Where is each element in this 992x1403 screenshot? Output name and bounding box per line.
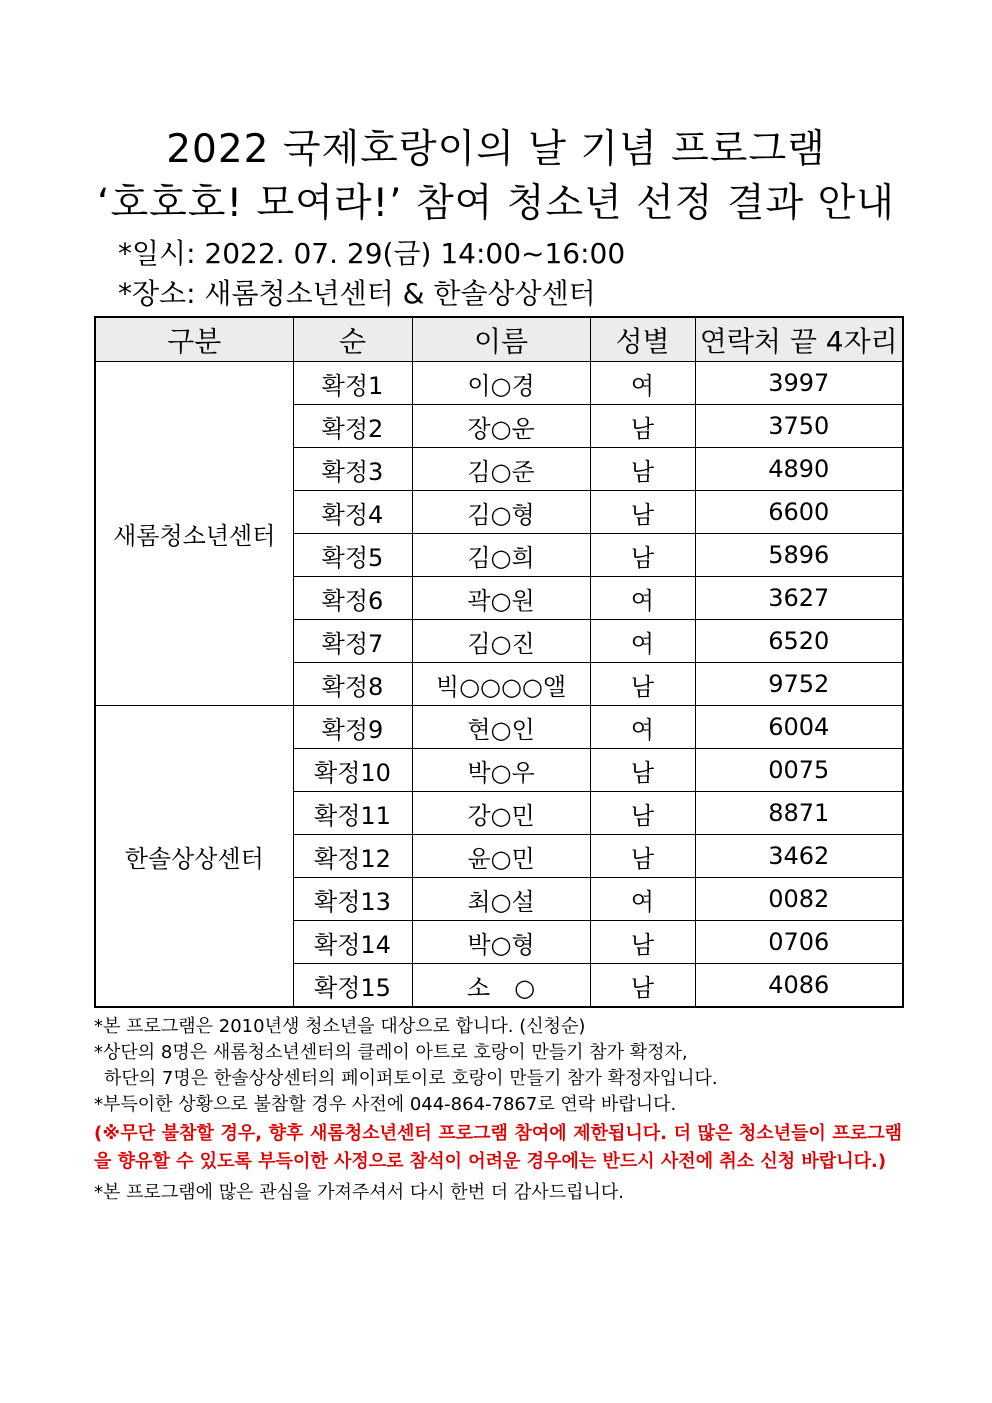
participant-table <box>94 316 904 1008</box>
table-row <box>95 362 903 405</box>
notes-section <box>94 1014 902 1206</box>
order-cell: 확정14 <box>293 921 412 964</box>
name-cell: 이○경 <box>412 362 590 405</box>
order-cell: 확정3 <box>293 448 412 491</box>
order-cell: 확정1 <box>293 362 412 405</box>
gender-cell: 여 <box>590 878 695 921</box>
header-phone: 연락처 끝 4자리 <box>695 317 903 362</box>
gender-cell: 여 <box>590 577 695 620</box>
order-cell: 확정11 <box>293 792 412 835</box>
name-cell: 김○진 <box>412 620 590 663</box>
order-cell: 확정7 <box>293 620 412 663</box>
phone-cell: 6520 <box>695 620 903 663</box>
name-cell: 김○희 <box>412 534 590 577</box>
name-cell: 김○형 <box>412 491 590 534</box>
name-cell: 강○민 <box>412 792 590 835</box>
note-target: *본 프로그램은 2010년생 청소년을 대상으로 합니다. (신청순) <box>94 1016 586 1037</box>
phone-cell: 8871 <box>695 792 903 835</box>
event-place: *장소: 새롬청소년센터 & 한솔상상센터 <box>118 277 596 310</box>
phone-cell: 0075 <box>695 749 903 792</box>
gender-cell: 여 <box>590 362 695 405</box>
name-cell: 박○형 <box>412 921 590 964</box>
phone-cell: 0082 <box>695 878 903 921</box>
gender-cell: 여 <box>590 706 695 749</box>
gender-cell: 남 <box>590 835 695 878</box>
phone-cell: 3997 <box>695 362 903 405</box>
page-title-line2: ‘호호호! 모여라!’ 참여 청소년 선정 결과 안내 <box>97 181 895 226</box>
note-upper-group: *상단의 8명은 새롬청소년센터의 클레이 아트로 호랑이 만들기 참가 확정자, <box>94 1042 688 1063</box>
gender-cell: 남 <box>590 792 695 835</box>
note-lower-group: 하단의 7명은 한솔상상센터의 페이퍼토이로 호랑이 만들기 참가 확정자입니다. <box>104 1068 718 1089</box>
phone-cell: 3627 <box>695 577 903 620</box>
header-group: 구분 <box>95 317 293 362</box>
group-name-cell: 한솔상상센터 <box>95 706 293 1008</box>
phone-cell: 5896 <box>695 534 903 577</box>
gender-cell: 남 <box>590 448 695 491</box>
table-header-row <box>95 317 903 362</box>
name-cell: 소 ○ <box>412 964 590 1008</box>
order-cell: 확정15 <box>293 964 412 1008</box>
event-date: *일시: 2022. 07. 29(금) 14:00~16:00 <box>118 237 626 270</box>
table-row <box>95 706 903 749</box>
name-cell: 장○운 <box>412 405 590 448</box>
gender-cell: 남 <box>590 663 695 706</box>
order-cell: 확정12 <box>293 835 412 878</box>
header-order: 순 <box>293 317 412 362</box>
note-contact: *부득이한 상황으로 불참할 경우 사전에 044-864-7867로 연락 바랍니다. <box>94 1094 677 1115</box>
phone-cell: 3462 <box>695 835 903 878</box>
phone-cell: 0706 <box>695 921 903 964</box>
header-gender: 성별 <box>590 317 695 362</box>
order-cell: 확정8 <box>293 663 412 706</box>
phone-cell: 4890 <box>695 448 903 491</box>
phone-cell: 6004 <box>695 706 903 749</box>
gender-cell: 남 <box>590 534 695 577</box>
gender-cell: 여 <box>590 620 695 663</box>
group-name-cell: 새롬청소년센터 <box>95 362 293 706</box>
phone-cell: 3750 <box>695 405 903 448</box>
gender-cell: 남 <box>590 749 695 792</box>
page-title-line1: 2022 국제호랑이의 날 기념 프로그램 <box>166 127 826 172</box>
name-cell: 빅○○○○앨 <box>412 663 590 706</box>
name-cell: 윤○민 <box>412 835 590 878</box>
phone-cell: 6600 <box>695 491 903 534</box>
note-thanks: *본 프로그램에 많은 관심을 가져주셔서 다시 한번 더 감사드립니다. <box>94 1182 624 1203</box>
gender-cell: 남 <box>590 921 695 964</box>
gender-cell: 남 <box>590 491 695 534</box>
name-cell: 현○인 <box>412 706 590 749</box>
name-cell: 곽○원 <box>412 577 590 620</box>
order-cell: 확정4 <box>293 491 412 534</box>
gender-cell: 남 <box>590 405 695 448</box>
name-cell: 박○우 <box>412 749 590 792</box>
name-cell: 김○준 <box>412 448 590 491</box>
order-cell: 확정9 <box>293 706 412 749</box>
phone-cell: 9752 <box>695 663 903 706</box>
order-cell: 확정10 <box>293 749 412 792</box>
gender-cell: 남 <box>590 964 695 1008</box>
name-cell: 최○설 <box>412 878 590 921</box>
header-name: 이름 <box>412 317 590 362</box>
order-cell: 확정13 <box>293 878 412 921</box>
phone-cell: 4086 <box>695 964 903 1008</box>
order-cell: 확정6 <box>293 577 412 620</box>
order-cell: 확정5 <box>293 534 412 577</box>
note-warning: (※무단 불참할 경우, 향후 새롬청소년센터 프로그램 참여에 제한됩니다. 더 많은 청소년들이 프로그램을 향유할 수 있도록 부득이한 사정으로 참석이 어려운 경우에는 반드시 사전에 취소 신청 바랍니다.) <box>94 1123 902 1172</box>
order-cell: 확정2 <box>293 405 412 448</box>
